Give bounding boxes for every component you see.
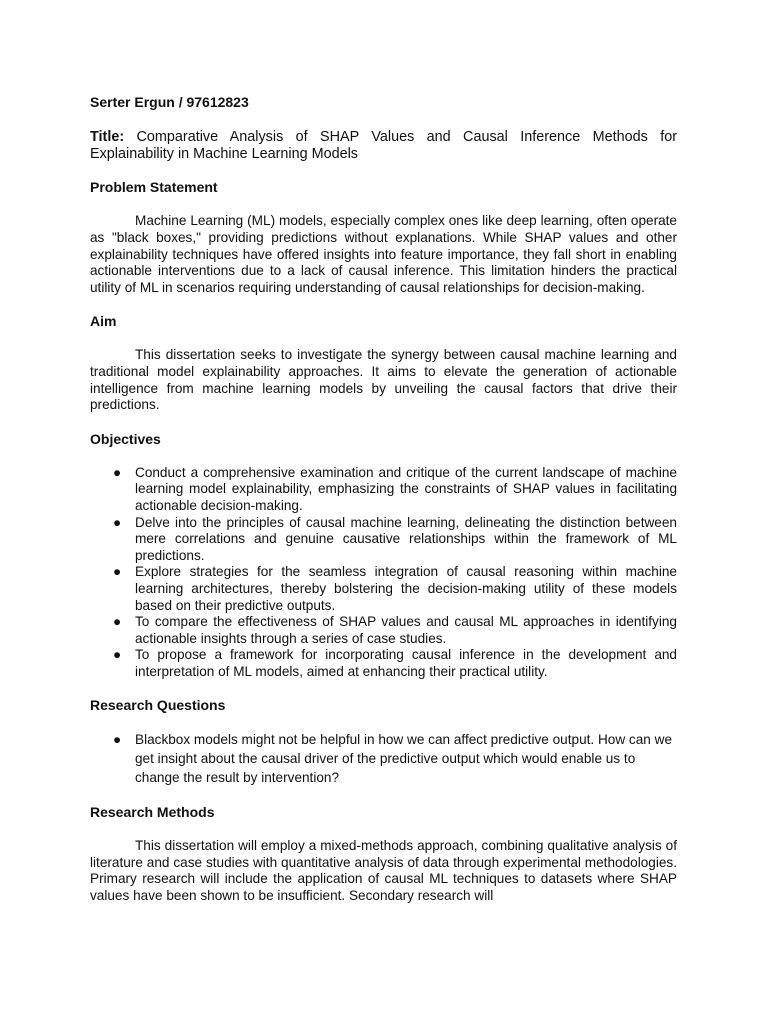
research-methods-heading: Research Methods <box>90 804 215 821</box>
objective-item <box>90 614 677 647</box>
bullet-icon: ● <box>113 732 122 748</box>
bullet-icon: ● <box>113 514 122 530</box>
objective-text: Delve into the principles of causal machine learning, delineating the distinction between mere correlations and genuine causative relationships within the framework of ML predictions. <box>135 514 677 563</box>
objectives-heading: Objectives <box>90 430 161 447</box>
bullet-icon: ● <box>113 564 122 580</box>
document-page <box>90 94 677 922</box>
objective-item <box>90 465 677 515</box>
research-methods-text: This dissertation will employ a mixed-methods approach, combining qualitative analysis of literature and case studies with quantitative analysis of data through experimental methodologies. Primary research will include the application of causal ML techniques to datasets where SHAP values have been shown to be insufficient. Secondary research will <box>90 838 677 904</box>
objective-text: To compare the effectiveness of SHAP values and causal ML approaches in identifying actionable insights through a series of case studies. <box>135 614 677 646</box>
objectives-list <box>90 465 677 681</box>
research-questions-heading: Research Questions <box>90 697 226 714</box>
objective-item <box>90 647 677 680</box>
aim-heading: Aim <box>90 313 117 330</box>
research-question-item <box>90 731 677 787</box>
aim-text: This dissertation seeks to investigate the synergy between causal machine learning and traditional model explainability approaches. It aims to elevate the generation of actionable intelligence from machine learning models by unveiling the causal factors that drive their predictions. <box>90 347 677 413</box>
bullet-icon: ● <box>113 647 122 663</box>
research-question-text: Blackbox models might not be helpful in how we can affect predictive output. How can we get insight about the causal driver of the predictive output which would enable us to change the result by intervention? <box>135 732 672 785</box>
objective-text: Explore strategies for the seamless integration of causal reasoning within machine learning architectures, thereby bolstering the decision-making utility of these models based on their predictive outputs. <box>135 564 677 613</box>
problem-statement-text: Machine Learning (ML) models, especially complex ones like deep learning, often operate as "black boxes," providing predictions without explanations. While SHAP values and other explainability techniques have offered insights into feature importance, they fall short in enabling actionable interventions due to a lack of causal inference. This limitation hinders the practical utility of ML in scenarios requiring understanding of causal relationships for decision-making. <box>90 213 677 295</box>
bullet-icon: ● <box>113 614 122 630</box>
objective-item <box>90 564 677 614</box>
title-text: Comparative Analysis of SHAP Values and Causal Inference Methods for Explainability in Machine Learning Models <box>90 128 677 162</box>
title-label: Title: <box>90 128 125 145</box>
problem-statement-heading: Problem Statement <box>90 179 218 196</box>
objective-item <box>90 515 677 565</box>
bullet-icon: ● <box>113 464 122 480</box>
objective-text: Conduct a comprehensive examination and critique of the current landscape of machine learning model explainability, emphasizing the constraints of SHAP values in facilitating actionable decision-making. <box>135 464 677 513</box>
author-line: Serter Ergun / 97612823 <box>90 94 249 110</box>
objective-text: To propose a framework for incorporating causal inference in the development and interpretation of ML models, aimed at enhancing their practical utility. <box>135 647 677 679</box>
document-title <box>90 129 677 164</box>
research-questions-list <box>90 731 677 787</box>
